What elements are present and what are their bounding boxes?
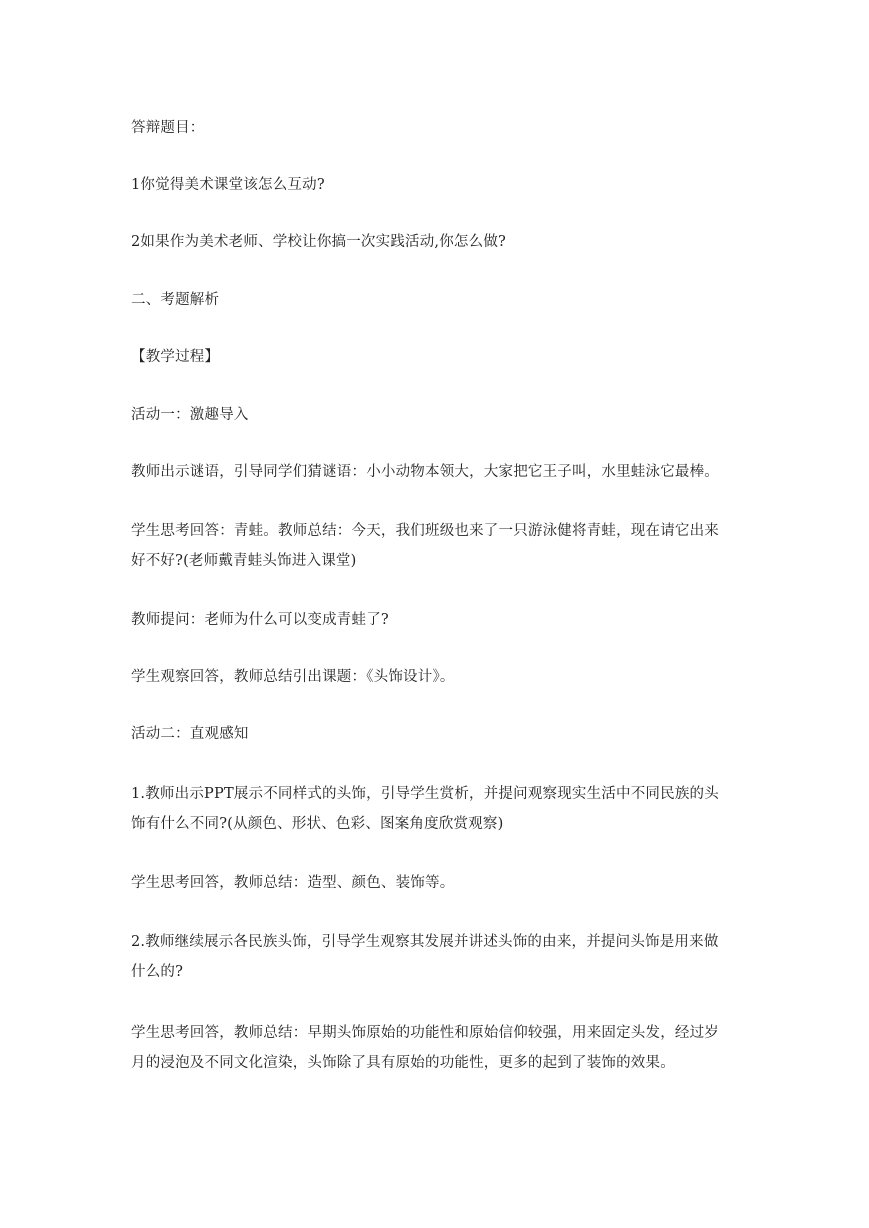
- activity-2-paragraph-4: 学生思考回答，教师总结：早期头饰原始的功能性和原始信仰较强，用来固定头发，经过岁 月的浸泡及不同文化渲染，头饰除了具有原始的功能性，更多的起到了装饰的效果。: [131, 1025, 719, 1071]
- activity-2-paragraph-2: 学生思考回答，教师总结：造型、颜色、装饰等。: [131, 875, 455, 891]
- question-1: 1你觉得美术课堂该怎么互动?: [131, 177, 325, 193]
- activity-1-paragraph-3: 教师提问：老师为什么可以变成青蛙了?: [131, 612, 389, 628]
- activity-2-title: 活动二：直观感知: [131, 726, 249, 742]
- defense-heading: 答辩题目：: [131, 120, 205, 136]
- teaching-process-heading: 【教学过程】: [131, 349, 220, 365]
- activity-1-paragraph-4: 学生观察回答，教师总结引出课题：《头饰设计》。: [131, 669, 455, 685]
- activity-2-paragraph-3: 2.教师继续展示各民族头饰，引导学生观察其发展并讲述头饰的由来，并提问头饰是用来做 什么的?: [131, 934, 719, 980]
- question-2: 2如果作为美术老师、学校让你搞一次实践活动,你怎么做?: [131, 234, 507, 250]
- section-heading: 二、考题解析: [131, 292, 220, 308]
- activity-1-title: 活动一：激趣导入: [131, 407, 249, 423]
- activity-1-paragraph-2: 学生思考回答：青蛙。教师总结：今天，我们班级也来了一只游泳健将青蛙，现在请它出来 好不好?(老师戴青蛙头饰进入课堂): [131, 523, 719, 569]
- activity-2-paragraph-1: 1.教师出示PPT展示不同样式的头饰，引导学生赏析，并提问观察现实生活中不同民族的头 饰有什么不同?(从颜色、形状、色彩、图案角度欣赏观察): [131, 786, 719, 832]
- activity-1-paragraph-1: 教师出示谜语，引导同学们猜谜语：小小动物本领大，大家把它王子叫，水里蛙泳它最棒。: [131, 464, 719, 480]
